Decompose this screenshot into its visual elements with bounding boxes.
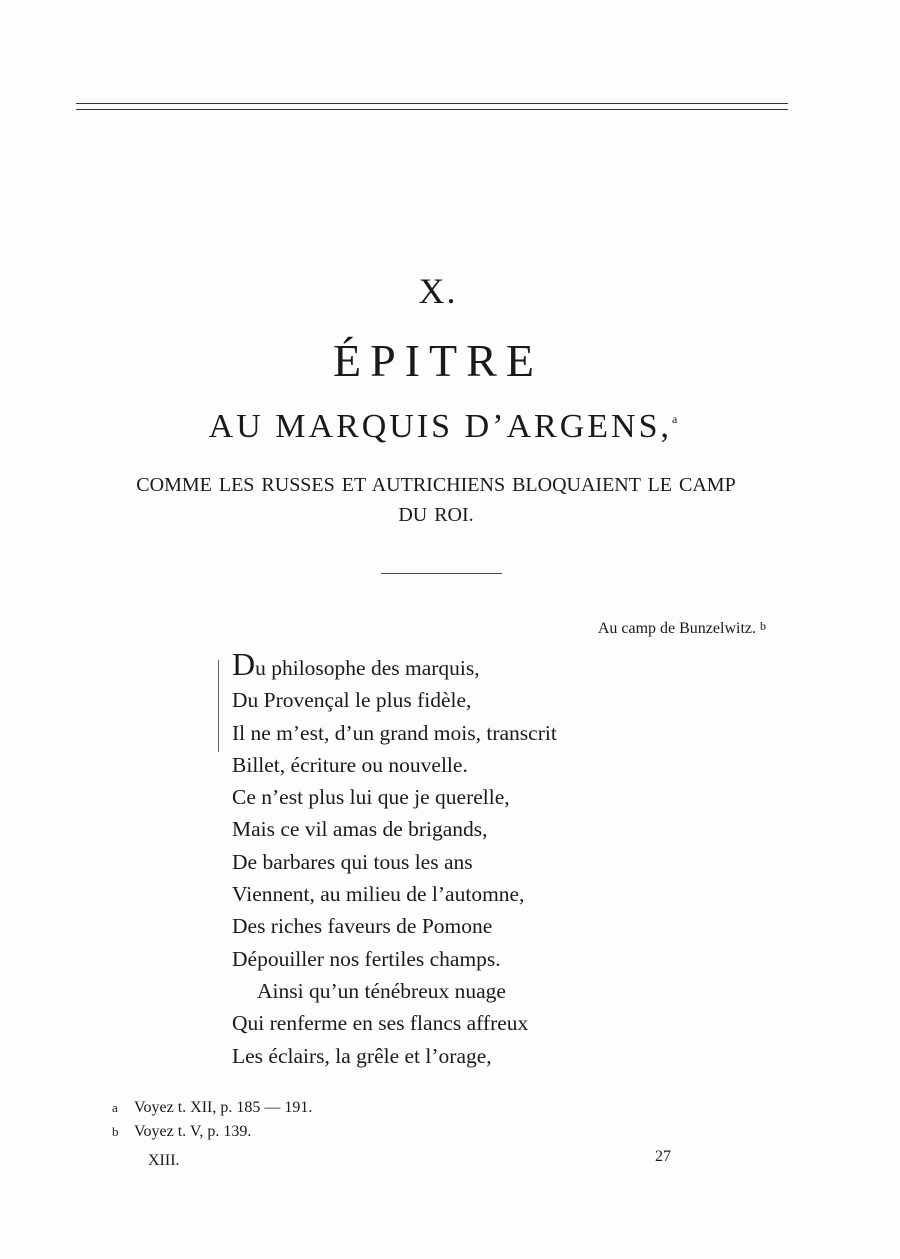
poem-line: Du philosophe des marquis, [232,646,480,682]
occasion-line-2: DU ROI. [398,504,474,526]
poem-line: Les éclairs, la grêle et l’orage, [232,1043,492,1068]
piece-numeral: X. [418,271,458,311]
section-divider [381,573,502,574]
occasion-heading [76,470,796,530]
place-heading [598,620,766,638]
footnote-text: Voyez t. XII, p. 185 — 191. [134,1099,313,1116]
footnote-mark: b [112,1124,119,1139]
poem-line: Dépouiller nos fertiles champs. [232,946,501,971]
poem-line: Billet, écriture ou nouvelle. [232,752,468,777]
drop-cap: D [232,646,256,682]
footnote-ref-b: b [760,619,766,633]
footnotes [112,1096,312,1144]
page-title: ÉPITRE [333,335,543,386]
footnote-text: Voyez t. V, p. 139. [134,1123,252,1140]
place-text: Au camp de Bunzelwitz. [597,620,756,637]
margin-mark [218,660,219,752]
poem-line: De barbares qui tous les ans [232,849,473,874]
poem-text [232,646,557,1072]
page-number: 27 [655,1148,671,1165]
occasion-line-1: COMME LES RUSSES ET AUTRICHIENS BLOQUAIENT LE CAMP [136,474,736,496]
footnote [112,1120,312,1144]
poem-line: Qui renferme en ses flancs affreux [232,1011,529,1036]
poem-line: Il ne m’est, d’un grand mois, transcrit [232,720,557,745]
page-subtitle [0,408,886,446]
poem-line: Ainsi qu’un ténébreux nuage [257,978,506,1003]
footnote-mark: a [112,1100,118,1115]
signature-mark: XIII. [148,1152,180,1169]
poem-line: Ce n’est plus lui que je querelle, [232,785,510,810]
poem-line: Mais ce vil amas de brigands, [232,817,488,842]
subtitle-text: AU MARQUIS D’ARGENS, [208,408,672,445]
footnote-ref-a: a [671,412,678,426]
poem-line: Du Provençal le plus fidèle, [232,688,472,713]
top-double-rule [76,103,788,110]
poem-line: Viennent, au milieu de l’automne, [232,882,525,907]
poem-line: Des riches faveurs de Pomone [232,914,493,939]
footnote [112,1096,312,1120]
